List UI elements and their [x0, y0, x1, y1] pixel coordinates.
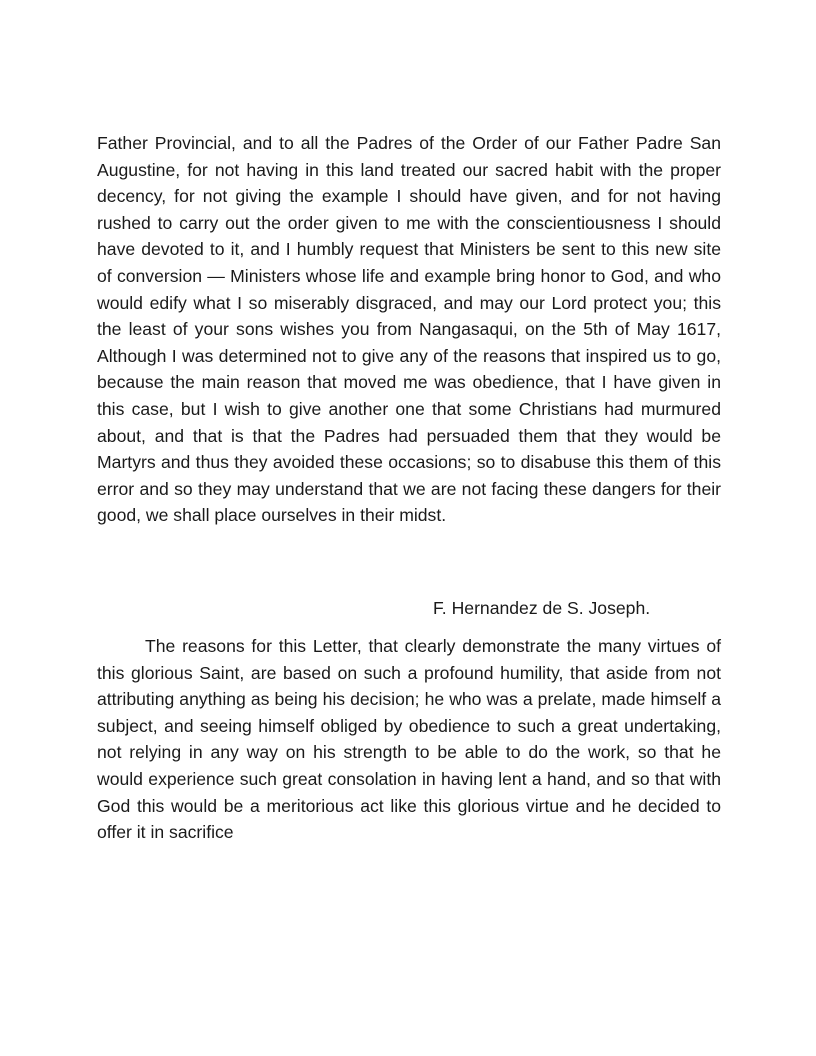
- signature-line: F. Hernandez de S. Joseph.: [433, 598, 651, 618]
- body-paragraph-letter: Father Provincial, and to all the Padres of the Order of our Father Padre San Augustine, for not having in this land treated our sacred habit with the proper decency, for not giving the example I should have given, and for not having rushed to carry out the order given to me with the conscientiousness I should have devoted to it, and I humbly request that Ministers be sent to this new site of conversion — Ministers whose life and example bring honor to God, and who would edify what I so miserably disgraced, and may our Lord protect you; this the least of your sons wishes you from Nangasaqui, on the 5th of May 1617, Although I was determined not to give any of the reasons that inspired us to go, because the main reason that moved me was obedience, that I have given in this case, but I wish to give another one that some Christians had murmured about, and that is that the Padres had persuaded them that they would be Martyrs and thus they avoided these occasions; so to disabuse this them of this error and so they may understand that we are not facing these dangers for their good, we shall place ourselves in their midst.: [97, 133, 721, 526]
- body-paragraph-reasons: The reasons for this Letter, that clearly demonstrate the many virtues of this glorious Saint, are based on such a profound humility, that aside from not attributing anything as being his decision; he who was a prelate, made himself a subject, and seeing himself obliged by obedience to such a great undertaking, not relying in any way on his strength to be able to do the work, so that he would experience such great consolation in having lent a hand, and so that with God this would be a meritorious act like this glorious virtue and he decided to offer it in sacrifice: [97, 636, 721, 843]
